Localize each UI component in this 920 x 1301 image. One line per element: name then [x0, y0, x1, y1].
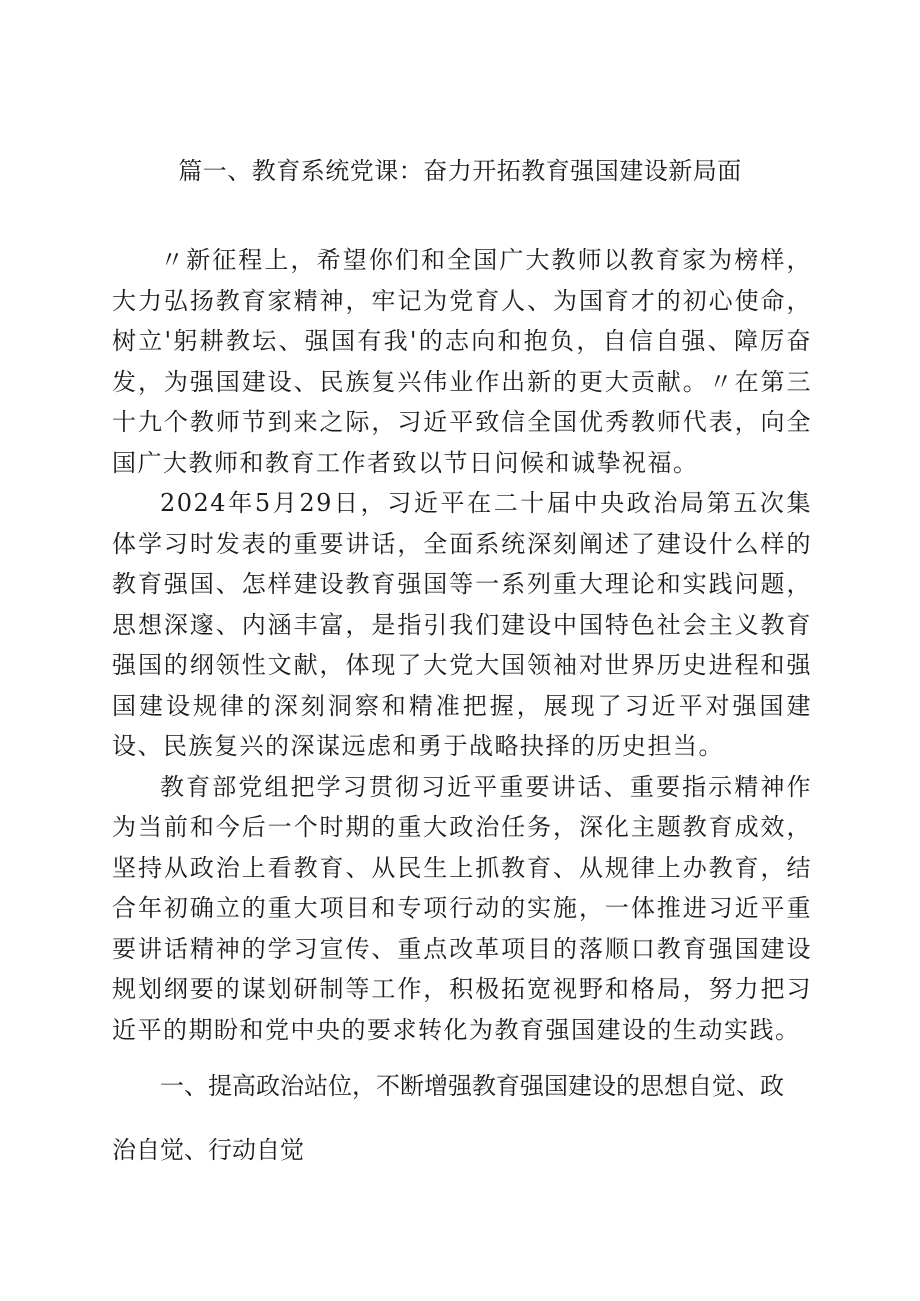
- document-body: [112, 240, 812, 1050]
- document-title: 篇一、教育系统党课：奋力开拓教育强国建设新局面: [178, 157, 742, 185]
- section-heading-line1: 一、提高政治站位，不断增强教育强国建设的思想自觉、政: [160, 1072, 784, 1100]
- paragraph-intro: 〃新征程上，希望你们和全国广大教师以教育家为榜样，大力弘扬教育家精神，牢记为党育人、为国育才的初心使命，树立'躬耕教坛、强国有我'的志向和抱负，自信自强、障厉奋发，为强国建设、民族复兴伟业作出新的更大贡献。〃在第三十九个教师节到来之际，习近平致信全国优秀教师代表，向全国广大教师和教育工作者致以节日问候和诚挚祝福。: [112, 246, 812, 477]
- paragraph-ministry: 教育部党组把学习贯彻习近平重要讲话、重要指示精神作为当前和今后一个时期的重大政治任务，深化主题教育成效，坚持从政治上看教育、从民生上抓教育、从规律上办教育，结合年初确立的重大项目和专项行动的实施，一体推进习近平重要讲话精神的学习宣传、重点改革项目的落顺口教育强国建设规划纲要的谋划研制等工作，积极拓宽视野和格局，努力把习近平的期盼和党中央的要求转化为教育强国建设的生动实践。: [112, 772, 812, 1044]
- paragraph-speech: 2024年5月29日，习近平在二十届中央政治局第五次集体学习时发表的重要讲话，全面系统深刻阐述了建设什么样的教育强国、怎样建设教育强国等一系列重大理论和实践问题，思想深邃、内涵丰富，是指引我们建设中国特色社会主义教育强国的纲领性文献，体现了大党大国领袖对世界历史进程和强国建设规律的深刻洞察和精准把握，展现了习近平对强国建设、民族复兴的深谋远虑和勇于战略抉择的历史担当。: [112, 489, 812, 760]
- section-heading-line2: 治自觉、行动自觉: [112, 1136, 304, 1164]
